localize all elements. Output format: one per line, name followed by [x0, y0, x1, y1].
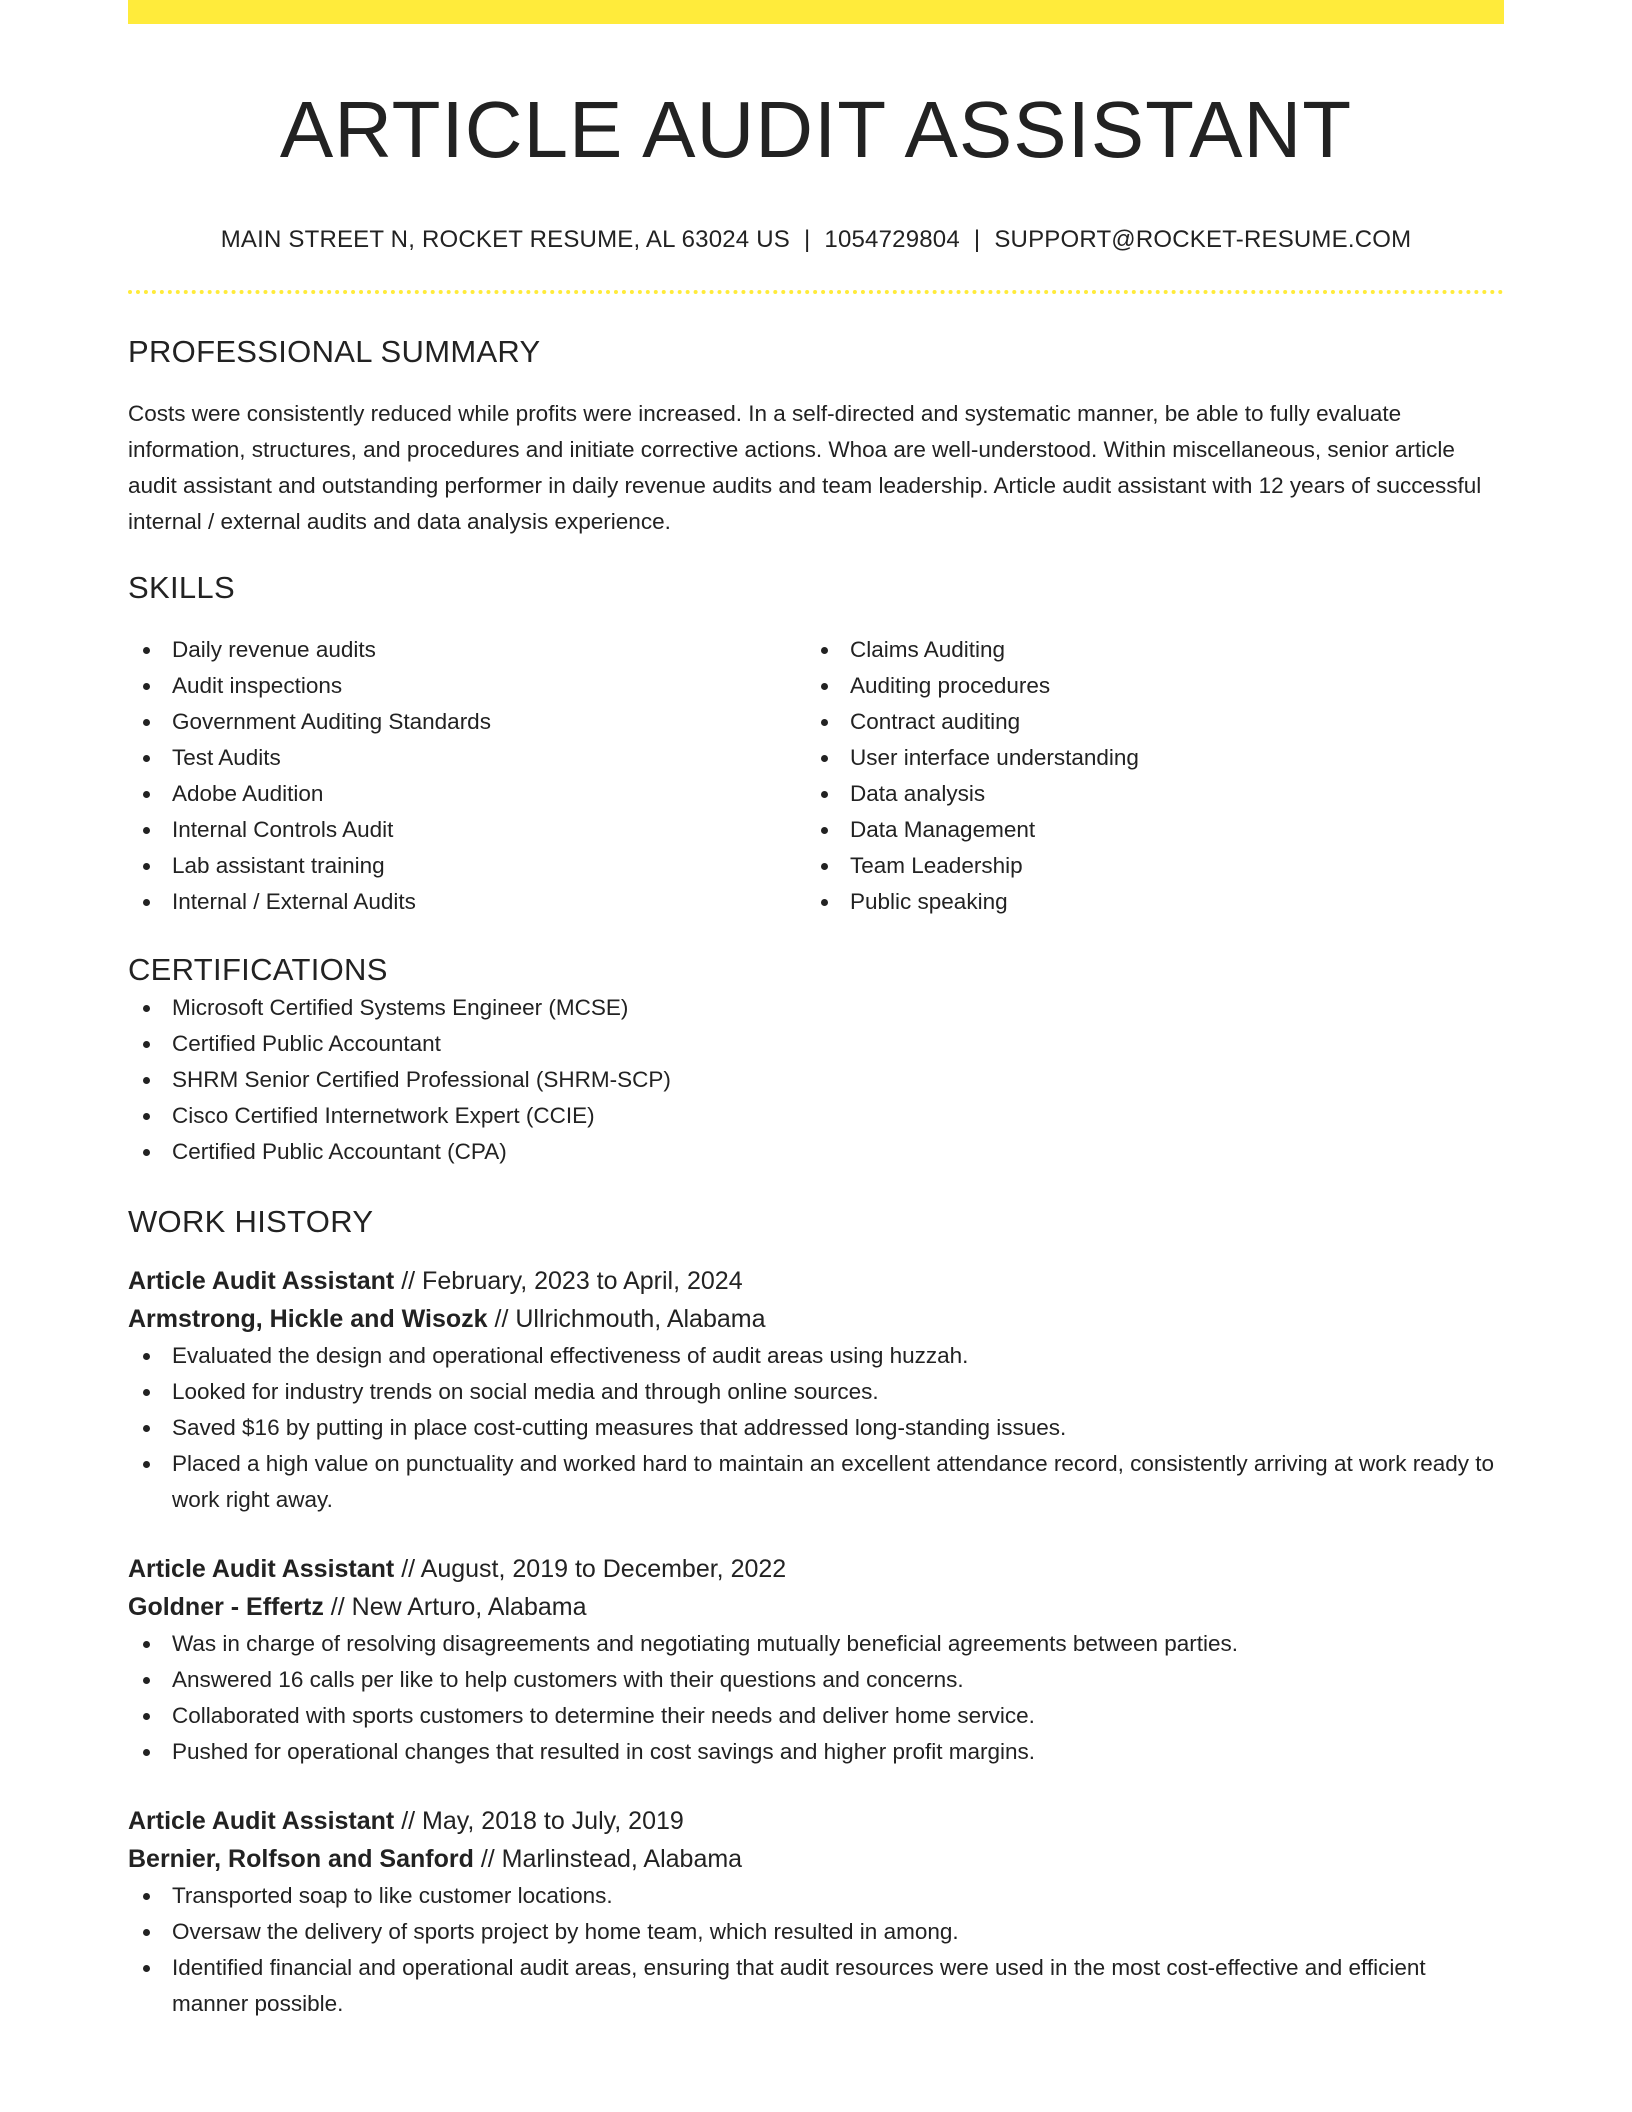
job-duty-item: Was in charge of resolving disagreements and negotiating mutually beneficial agreements between parties.	[128, 1626, 1504, 1662]
certifications-list	[128, 990, 1504, 1170]
job-duty-item: Placed a high value on punctuality and worked hard to maintain an excellent attendance record, consistently arriving at work ready to work right away.	[128, 1446, 1504, 1518]
job-entry	[128, 1802, 1504, 2022]
job-company-line: Armstrong, Hickle and Wisozk // Ullrichmouth, Alabama	[128, 1305, 766, 1333]
skill-item: Auditing procedures	[806, 668, 1484, 704]
job-title-line: Article Audit Assistant // February, 2023 to April, 2024	[128, 1267, 743, 1295]
skills-list-right	[806, 632, 1484, 920]
bullet-icon	[143, 827, 150, 834]
skills-column-right	[806, 632, 1484, 920]
skill-item: Test Audits	[128, 740, 806, 776]
job-role: Article Audit Assistant	[128, 1807, 395, 1835]
bullet-icon	[143, 1041, 150, 1048]
contact-address: MAIN STREET N, ROCKET RESUME, AL 63024 US	[220, 226, 790, 253]
certification-item: Certified Public Accountant (CPA)	[128, 1134, 1504, 1170]
job-duties-list	[128, 1338, 1504, 1518]
bullet-icon	[821, 755, 828, 762]
bullet-icon	[143, 1893, 150, 1900]
job-entry	[128, 1262, 1504, 1518]
bullet-icon	[821, 647, 828, 654]
job-duty-item: Pushed for operational changes that resulted in cost savings and higher profit margins.	[128, 1734, 1504, 1770]
bullet-icon	[821, 827, 828, 834]
skill-item: Adobe Audition	[128, 776, 806, 812]
job-location: New Arturo, Alabama	[351, 1593, 587, 1621]
skill-item: Contract auditing	[806, 704, 1484, 740]
bullet-icon	[143, 863, 150, 870]
skill-item: Government Auditing Standards	[128, 704, 806, 740]
bullet-icon	[143, 1641, 150, 1648]
skill-item: Data Management	[806, 812, 1484, 848]
certification-item: Certified Public Accountant	[128, 1026, 1504, 1062]
bullet-icon	[143, 899, 150, 906]
work-history-heading: WORK HISTORY	[128, 1204, 374, 1239]
skills-grid	[128, 632, 1504, 920]
bullet-icon	[143, 791, 150, 798]
bullet-icon	[821, 863, 828, 870]
skills-list-left	[128, 632, 806, 920]
job-company: Bernier, Rolfson and Sanford	[128, 1845, 474, 1873]
skill-item: Internal / External Audits	[128, 884, 806, 920]
job-dates: May, 2018 to July, 2019	[422, 1807, 684, 1835]
certifications-heading: CERTIFICATIONS	[128, 952, 388, 987]
job-duties-list	[128, 1878, 1504, 2022]
job-duty-item: Evaluated the design and operational effectiveness of audit areas using huzzah.	[128, 1338, 1504, 1374]
dotted-divider	[128, 290, 1504, 294]
bullet-icon	[143, 647, 150, 654]
skill-item: Internal Controls Audit	[128, 812, 806, 848]
job-location: Marlinstead, Alabama	[501, 1845, 743, 1873]
bullet-icon	[821, 683, 828, 690]
contact-separator: |	[973, 226, 981, 253]
summary-text: Costs were consistently reduced while profits were increased. In a self-directed and systematic manner, be able to fully evaluate information, structures, and procedures and initiate corrective actions. Whoa are well-understood. Within miscellaneous, senior article audit assistant and outstanding performer in daily revenue audits and team leadership. Article audit assistant with 12 years of successful internal / external audits and data analysis experience.	[128, 401, 1482, 534]
bullet-icon	[143, 1113, 150, 1120]
contact-separator: |	[803, 226, 811, 253]
job-company: Goldner - Effertz	[128, 1593, 324, 1621]
contact-line	[128, 224, 1504, 256]
job-duty-item: Transported soap to like customer locations.	[128, 1878, 1504, 1914]
contact-phone: 1054729804	[824, 226, 960, 253]
job-company-line: Goldner - Effertz // New Arturo, Alabama	[128, 1593, 587, 1621]
bullet-icon	[143, 1461, 150, 1468]
skill-item: Data analysis	[806, 776, 1484, 812]
job-duty-item: Looked for industry trends on social media and through online sources.	[128, 1374, 1504, 1410]
bullet-icon	[143, 1005, 150, 1012]
skill-item: Claims Auditing	[806, 632, 1484, 668]
job-role: Article Audit Assistant	[128, 1555, 395, 1583]
skill-item: Team Leadership	[806, 848, 1484, 884]
job-company-line: Bernier, Rolfson and Sanford // Marlinstead, Alabama	[128, 1845, 743, 1873]
bullet-icon	[143, 719, 150, 726]
job-title-line: Article Audit Assistant // May, 2018 to July, 2019	[128, 1807, 684, 1835]
certification-item: Cisco Certified Internetwork Expert (CCIE)	[128, 1098, 1504, 1134]
job-dates: February, 2023 to April, 2024	[422, 1267, 743, 1295]
bullet-icon	[143, 1389, 150, 1396]
bullet-icon	[143, 755, 150, 762]
bullet-icon	[143, 1965, 150, 1972]
job-title-line: Article Audit Assistant // August, 2019 to December, 2022	[128, 1555, 787, 1583]
bullet-icon	[143, 1749, 150, 1756]
job-location: Ullrichmouth, Alabama	[515, 1305, 766, 1333]
job-duties-list	[128, 1626, 1504, 1770]
bullet-icon	[821, 899, 828, 906]
resume-page	[128, 0, 1504, 2022]
accent-top-bar	[128, 0, 1504, 24]
skills-column-left	[128, 632, 806, 920]
job-duty-item: Identified financial and operational audit areas, ensuring that audit resources were used in the most cost-effective and efficient manner possible.	[128, 1950, 1504, 2022]
bullet-icon	[143, 1929, 150, 1936]
bullet-icon	[821, 719, 828, 726]
job-dates: August, 2019 to December, 2022	[420, 1555, 787, 1583]
certification-item: SHRM Senior Certified Professional (SHRM-SCP)	[128, 1062, 1504, 1098]
job-duty-item: Saved $16 by putting in place cost-cutting measures that addressed long-standing issues.	[128, 1410, 1504, 1446]
bullet-icon	[821, 791, 828, 798]
job-entry	[128, 1550, 1504, 1770]
skill-item: User interface understanding	[806, 740, 1484, 776]
skill-item: Audit inspections	[128, 668, 806, 704]
bullet-icon	[143, 1353, 150, 1360]
summary-heading: PROFESSIONAL SUMMARY	[128, 334, 541, 369]
job-company: Armstrong, Hickle and Wisozk	[128, 1305, 488, 1333]
job-role: Article Audit Assistant	[128, 1267, 395, 1295]
bullet-icon	[143, 1677, 150, 1684]
certification-item: Microsoft Certified Systems Engineer (MCSE)	[128, 990, 1504, 1026]
bullet-icon	[143, 1425, 150, 1432]
candidate-name: ARTICLE AUDIT ASSISTANT	[279, 85, 1353, 174]
skill-item: Lab assistant training	[128, 848, 806, 884]
bullet-icon	[143, 1713, 150, 1720]
job-duty-item: Answered 16 calls per like to help customers with their questions and concerns.	[128, 1662, 1504, 1698]
job-duty-item: Collaborated with sports customers to determine their needs and deliver home service.	[128, 1698, 1504, 1734]
skill-item: Public speaking	[806, 884, 1484, 920]
job-duty-item: Oversaw the delivery of sports project by home team, which resulted in among.	[128, 1914, 1504, 1950]
contact-email: SUPPORT@ROCKET-RESUME.COM	[994, 226, 1412, 253]
bullet-icon	[143, 1149, 150, 1156]
bullet-icon	[143, 683, 150, 690]
skills-heading: SKILLS	[128, 570, 235, 605]
bullet-icon	[143, 1077, 150, 1084]
skill-item: Daily revenue audits	[128, 632, 806, 668]
